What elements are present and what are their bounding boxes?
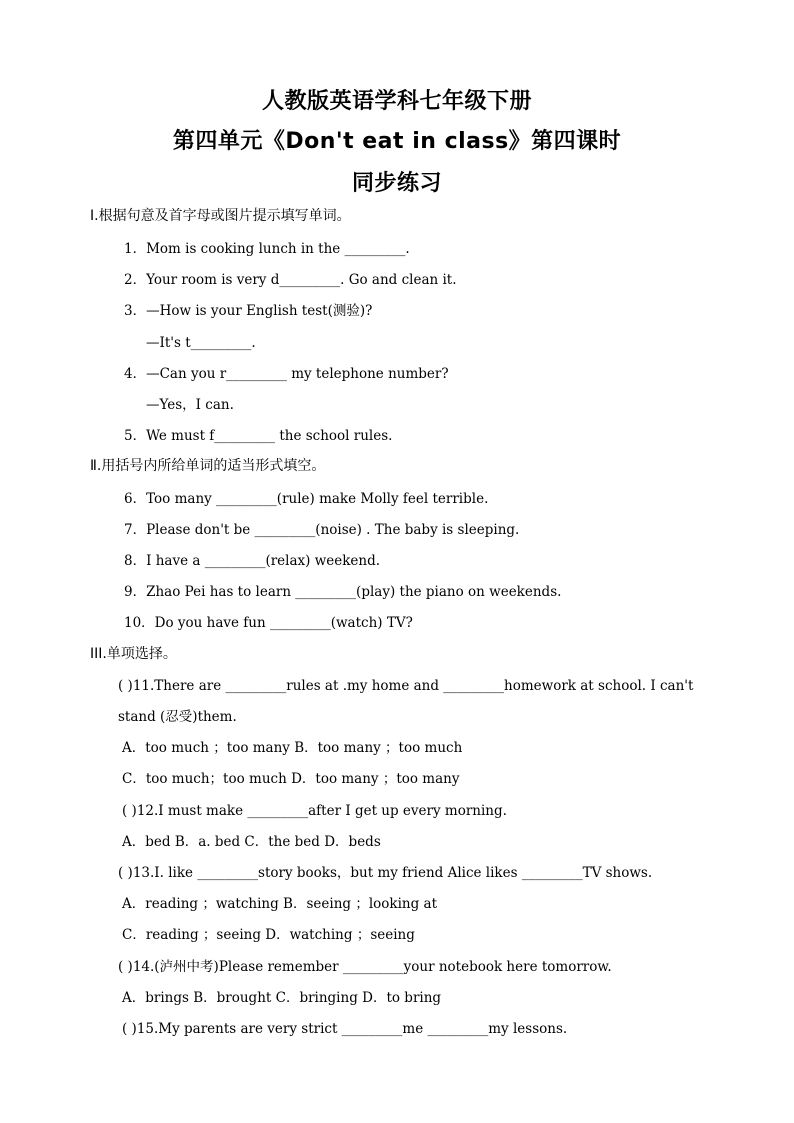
question-15: ( )15.My parents are very strict _________me _________my lessons. [122, 1021, 568, 1037]
question-1: 1．Mom is cooking lunch in the _________. [124, 241, 410, 257]
question-14: ( )14.(泸州中考)Please remember _________your notebook here tomorrow. [118, 959, 612, 975]
question-11-options-cd: C．too much；too much D．too many ；too many [122, 771, 460, 787]
section-2-heading: Ⅱ.用括号内所给单词的适当形式填空。 [90, 458, 326, 474]
question-9: 9．Zhao Pei has to learn _________(play) the piano on weekends. [124, 584, 562, 600]
question-4-answer: —Yes，I can. [146, 397, 234, 413]
question-6: 6．Too many _________(rule) make Molly feel terrible. [124, 491, 489, 507]
doc-heading: 同步练习 [351, 171, 442, 196]
section-3-heading: III.单项选择。 [90, 646, 177, 662]
question-14-options: A．brings B．brought C．bringing D．to bring [122, 990, 442, 1006]
doc-subtitle: 第四单元《Don't eat in class》第四课时 [172, 129, 622, 154]
question-3-answer: —It's t_________. [146, 335, 256, 351]
question-8: 8．I have a _________(relax) weekend. [124, 553, 381, 569]
question-5: 5．We must f_________ the school rules. [124, 428, 393, 444]
doc-title: 人教版英语学科七年级下册 [261, 89, 532, 114]
question-12-options: A．bed B．a. bed C．the bed D．beds [122, 834, 381, 850]
section-1-heading: Ⅰ.根据句意及首字母或图片提示填写单词。 [90, 208, 351, 224]
question-13-options-cd: C．reading ；seeing D．watching ；seeing [122, 927, 415, 943]
question-7: 7．Please don't be _________(noise) . The baby is sleeping. [124, 522, 520, 538]
question-11: ( )11.There are _________rules at .my home and _________homework at school. I can't [118, 678, 694, 694]
question-12: ( )12.I must make _________after I get up every morning. [122, 803, 507, 819]
question-13: ( )13.I. like _________story books，but my friend Alice likes _________TV shows. [118, 865, 653, 881]
question-13-options-ab: A．reading ；watching B．seeing ；looking at [122, 896, 438, 912]
question-11-cont: stand (忍受)them. [118, 709, 237, 725]
question-2: 2．Your room is very d_________. Go and clean it. [124, 272, 457, 288]
question-11-options-ab: A．too much ；too many B．too many ；too much [122, 740, 463, 756]
question-4: 4．—Can you r_________ my telephone number? [124, 366, 449, 382]
question-3: 3．—How is your English test(测验)? [124, 303, 373, 319]
question-10: 10．Do you have fun _________(watch) TV? [124, 615, 413, 631]
